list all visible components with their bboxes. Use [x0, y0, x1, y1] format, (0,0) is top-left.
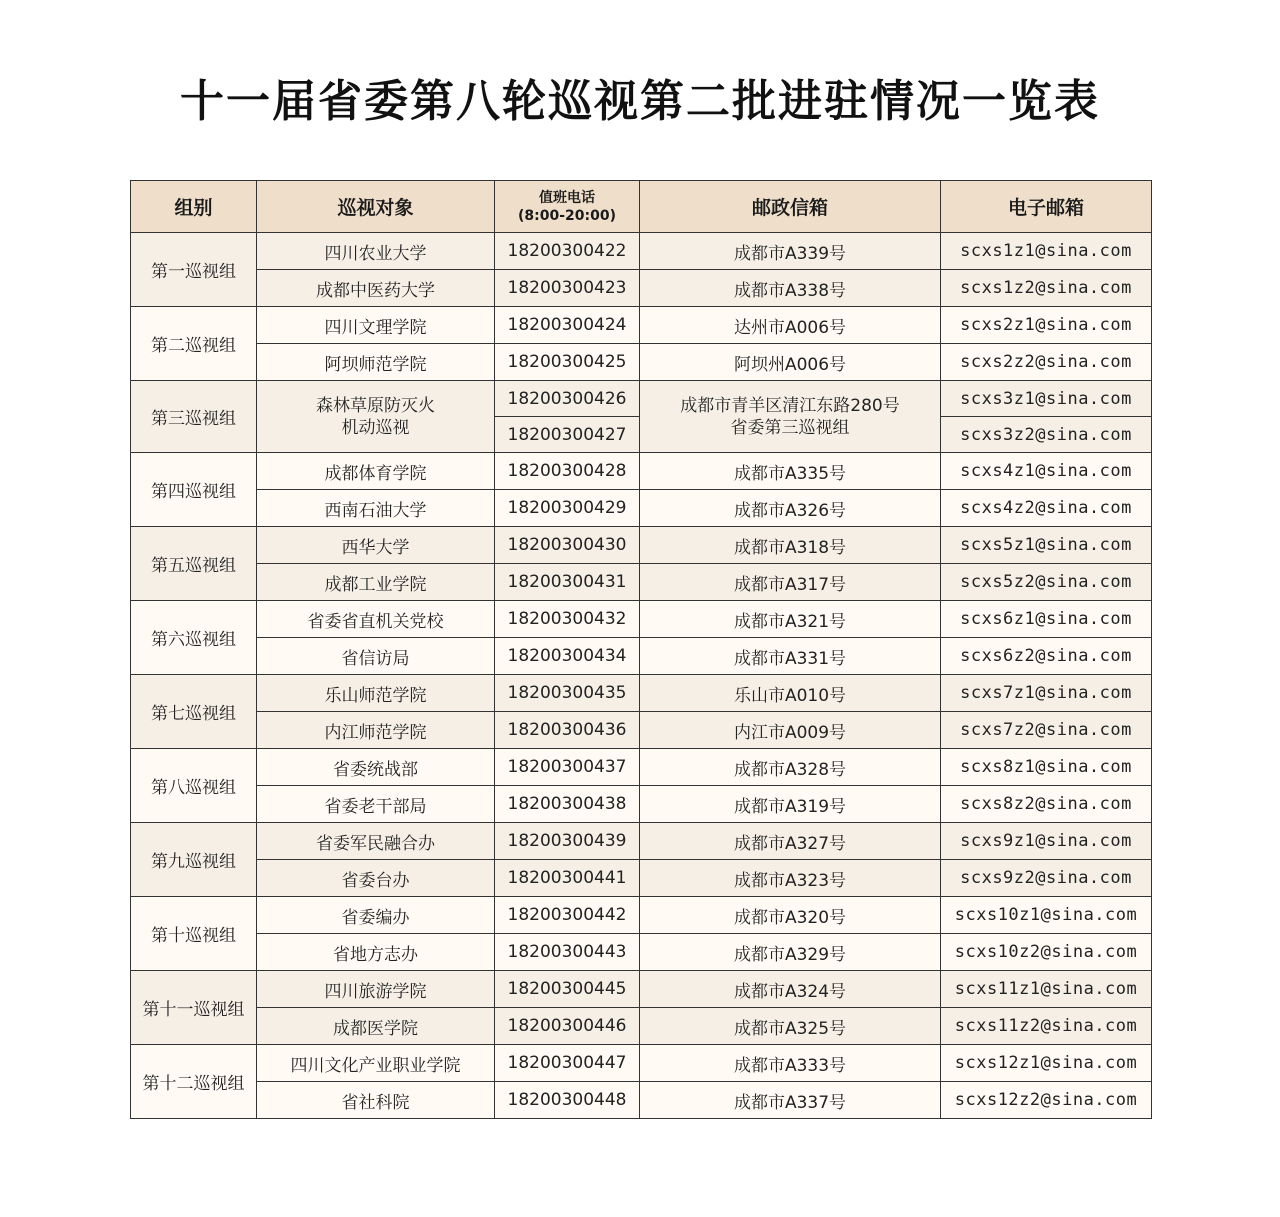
mail-cell: 成都市A338号 [640, 270, 941, 307]
phone-cell: 18200300428 [495, 453, 640, 490]
target-cell: 成都医学院 [257, 1008, 495, 1045]
mail-cell: 成都市A318号 [640, 527, 941, 564]
mail-cell: 成都市A326号 [640, 490, 941, 527]
table-row [131, 934, 1152, 971]
email-cell: scxs11z2@sina.com [941, 1008, 1152, 1045]
group-name-cell: 第五巡视组 [131, 527, 257, 601]
phone-cell: 18200300442 [495, 897, 640, 934]
target-cell: 四川文化产业职业学院 [257, 1045, 495, 1082]
phone-cell: 18200300441 [495, 860, 640, 897]
mail-cell: 成都市A317号 [640, 564, 941, 601]
target-cell: 西华大学 [257, 527, 495, 564]
group-name-cell: 第七巡视组 [131, 675, 257, 749]
target-cell: 成都中医药大学 [257, 270, 495, 307]
mail-cell: 成都市A333号 [640, 1045, 941, 1082]
mail-cell: 成都市A329号 [640, 934, 941, 971]
phone-cell: 18200300424 [495, 307, 640, 344]
email-cell: scxs1z1@sina.com [941, 233, 1152, 270]
group-name-cell: 第十一巡视组 [131, 971, 257, 1045]
mail-cell: 阿坝州A006号 [640, 344, 941, 381]
phone-cell: 18200300438 [495, 786, 640, 823]
target-cell [257, 381, 495, 453]
phone-cell: 18200300431 [495, 564, 640, 601]
phone-cell: 18200300432 [495, 601, 640, 638]
mail-cell: 成都市A321号 [640, 601, 941, 638]
table-row [131, 344, 1152, 381]
phone-cell: 18200300422 [495, 233, 640, 270]
phone-cell: 18200300435 [495, 675, 640, 712]
email-cell: scxs10z1@sina.com [941, 897, 1152, 934]
mail-line: 省委第三巡视组 [730, 417, 850, 438]
table-row [131, 270, 1152, 307]
phone-cell: 18200300448 [495, 1082, 640, 1119]
email-cell: scxs2z1@sina.com [941, 307, 1152, 344]
header-target: 巡视对象 [257, 181, 495, 233]
table-row [131, 971, 1152, 1008]
table-row [131, 638, 1152, 675]
table-row [131, 860, 1152, 897]
mail-cell: 成都市A328号 [640, 749, 941, 786]
email-cell: scxs3z2@sina.com [941, 417, 1152, 453]
email-cell: scxs10z2@sina.com [941, 934, 1152, 971]
target-cell: 四川旅游学院 [257, 971, 495, 1008]
target-line: 森林草原防灭火 [316, 395, 435, 416]
email-cell: scxs7z1@sina.com [941, 675, 1152, 712]
header-phone-hours: (8:00-20:00) [518, 207, 616, 224]
mail-cell: 成都市A319号 [640, 786, 941, 823]
email-cell: scxs5z1@sina.com [941, 527, 1152, 564]
table-row [131, 1008, 1152, 1045]
header-phone [495, 181, 640, 233]
phone-cell: 18200300443 [495, 934, 640, 971]
group-name-cell: 第四巡视组 [131, 453, 257, 527]
phone-cell: 18200300427 [495, 417, 640, 453]
table-row [131, 786, 1152, 823]
table-row [131, 1082, 1152, 1119]
phone-cell: 18200300434 [495, 638, 640, 675]
email-cell: scxs6z2@sina.com [941, 638, 1152, 675]
target-cell: 省委台办 [257, 860, 495, 897]
mail-cell: 乐山市A010号 [640, 675, 941, 712]
phone-cell: 18200300423 [495, 270, 640, 307]
email-cell: scxs4z2@sina.com [941, 490, 1152, 527]
header-email: 电子邮箱 [941, 181, 1152, 233]
phone-cell: 18200300430 [495, 527, 640, 564]
email-cell: scxs6z1@sina.com [941, 601, 1152, 638]
mail-cell [640, 381, 941, 453]
email-cell: scxs12z2@sina.com [941, 1082, 1152, 1119]
phone-cell: 18200300446 [495, 1008, 640, 1045]
phone-cell: 18200300439 [495, 823, 640, 860]
mail-cell: 成都市A324号 [640, 971, 941, 1008]
phone-cell: 18200300436 [495, 712, 640, 749]
group-name-cell: 第三巡视组 [131, 381, 257, 453]
target-cell: 西南石油大学 [257, 490, 495, 527]
target-line: 机动巡视 [341, 417, 410, 438]
email-cell: scxs7z2@sina.com [941, 712, 1152, 749]
email-cell: scxs5z2@sina.com [941, 564, 1152, 601]
table-row [131, 490, 1152, 527]
table-row [131, 564, 1152, 601]
mail-cell: 成都市A331号 [640, 638, 941, 675]
target-cell: 省委省直机关党校 [257, 601, 495, 638]
email-cell: scxs4z1@sina.com [941, 453, 1152, 490]
phone-cell: 18200300425 [495, 344, 640, 381]
mail-cell: 内江市A009号 [640, 712, 941, 749]
group-name-cell: 第二巡视组 [131, 307, 257, 381]
email-cell: scxs8z2@sina.com [941, 786, 1152, 823]
table-row [131, 601, 1152, 638]
target-cell: 四川文理学院 [257, 307, 495, 344]
inspection-table [130, 180, 1152, 1119]
table-row [131, 453, 1152, 490]
group-name-cell: 第一巡视组 [131, 233, 257, 307]
group-name-cell: 第十巡视组 [131, 897, 257, 971]
target-cell: 省信访局 [257, 638, 495, 675]
target-cell: 省委老干部局 [257, 786, 495, 823]
email-cell: scxs2z2@sina.com [941, 344, 1152, 381]
table-row [131, 823, 1152, 860]
table-body [131, 233, 1152, 1119]
page-title: 十一届省委第八轮巡视第二批进驻情况一览表 [180, 76, 1100, 127]
table-row [131, 381, 1152, 417]
target-cell: 省委编办 [257, 897, 495, 934]
mail-cell: 成都市A323号 [640, 860, 941, 897]
table-row [131, 749, 1152, 786]
table-row [131, 675, 1152, 712]
table-row [131, 527, 1152, 564]
mail-cell: 达州市A006号 [640, 307, 941, 344]
target-cell: 省委军民融合办 [257, 823, 495, 860]
header-group: 组别 [131, 181, 257, 233]
target-cell: 四川农业大学 [257, 233, 495, 270]
target-cell: 内江师范学院 [257, 712, 495, 749]
email-cell: scxs1z2@sina.com [941, 270, 1152, 307]
email-cell: scxs12z1@sina.com [941, 1045, 1152, 1082]
phone-cell: 18200300426 [495, 381, 640, 417]
group-name-cell: 第九巡视组 [131, 823, 257, 897]
header-mail: 邮政信箱 [640, 181, 941, 233]
mail-cell: 成都市A339号 [640, 233, 941, 270]
phone-cell: 18200300429 [495, 490, 640, 527]
email-cell: scxs3z1@sina.com [941, 381, 1152, 417]
table-row [131, 233, 1152, 270]
mail-cell: 成都市A337号 [640, 1082, 941, 1119]
target-cell: 成都体育学院 [257, 453, 495, 490]
phone-cell: 18200300445 [495, 971, 640, 1008]
table-row [131, 897, 1152, 934]
phone-cell: 18200300437 [495, 749, 640, 786]
table-row [131, 1045, 1152, 1082]
mail-line: 成都市青羊区清江东路280号 [680, 395, 900, 416]
target-cell: 省地方志办 [257, 934, 495, 971]
email-cell: scxs9z2@sina.com [941, 860, 1152, 897]
target-cell: 乐山师范学院 [257, 675, 495, 712]
group-name-cell: 第六巡视组 [131, 601, 257, 675]
target-cell: 成都工业学院 [257, 564, 495, 601]
group-name-cell: 第八巡视组 [131, 749, 257, 823]
mail-cell: 成都市A325号 [640, 1008, 941, 1045]
target-cell: 阿坝师范学院 [257, 344, 495, 381]
phone-cell: 18200300447 [495, 1045, 640, 1082]
mail-cell: 成都市A320号 [640, 897, 941, 934]
table-row [131, 307, 1152, 344]
email-cell: scxs8z1@sina.com [941, 749, 1152, 786]
group-name-cell: 第十二巡视组 [131, 1045, 257, 1119]
email-cell: scxs11z1@sina.com [941, 971, 1152, 1008]
email-cell: scxs9z1@sina.com [941, 823, 1152, 860]
target-cell: 省委统战部 [257, 749, 495, 786]
table-row [131, 712, 1152, 749]
mail-cell: 成都市A327号 [640, 823, 941, 860]
target-cell: 省社科院 [257, 1082, 495, 1119]
mail-cell: 成都市A335号 [640, 453, 941, 490]
table-header-row [131, 181, 1152, 233]
header-phone-label: 值班电话 [539, 189, 595, 206]
